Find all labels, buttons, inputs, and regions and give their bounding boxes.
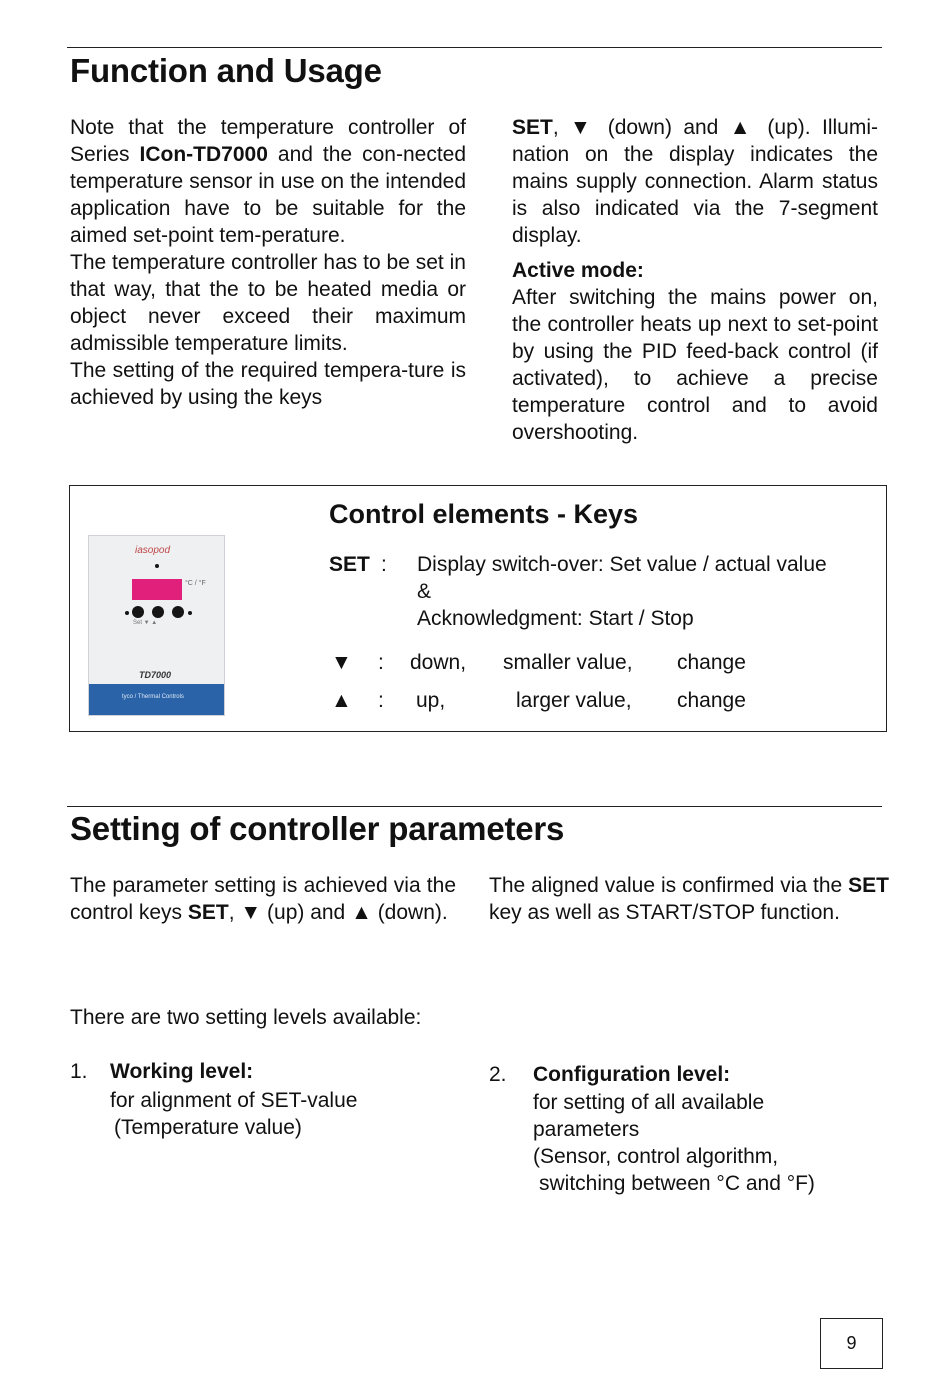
down-key-colon: : — [378, 651, 384, 674]
level2-title: Configuration level: — [533, 1063, 731, 1086]
device-unit-label: °C / °F — [185, 580, 206, 587]
set-key-line3: Acknowledgment: Start / Stop — [417, 607, 694, 630]
level2-line2: parameters — [533, 1118, 640, 1141]
up-key-change: change — [677, 689, 746, 712]
control-keys-title: Control elements - Keys — [329, 499, 639, 529]
level2-number: 2. — [489, 1063, 507, 1086]
down-key-change: change — [677, 651, 746, 674]
paragraph-limits: The temperature controller has to be set in that way, that the to be heated media or object never exceed their maximum admissible temperature limits. — [70, 251, 466, 355]
parameters-left-column: The parameter setting is achieved via the control keys SET, ▼ (up) and ▲ (down). — [70, 874, 456, 924]
controller-device-image — [88, 535, 225, 716]
set-key-line1: Display switch-over: Set value / actual value — [417, 553, 827, 576]
device-key-labels: Set ▼ ▲ — [133, 620, 158, 626]
up-key-action: up, — [416, 689, 446, 712]
paragraph-setting: The setting of the required tempera-ture is achieved by using the keys — [70, 359, 466, 409]
function-right-column — [512, 114, 878, 446]
paragraph-active-mode: After switching the mains power on, the controller heats up next to set-point by using the PID feed-back control (if activated), to achieve a precise temperature control and to avoid overshooting. — [512, 286, 878, 444]
device-up-button — [172, 606, 184, 618]
up-arrow-icon: ▲ — [331, 689, 352, 712]
set-key-line2: & — [417, 580, 432, 603]
levels-intro: There are two setting levels available: — [70, 1006, 422, 1029]
level1-title: Working level: — [110, 1060, 254, 1083]
device-logo: iasopod — [135, 545, 171, 556]
device-brand-text: tyco / Thermal Controls — [122, 694, 184, 700]
set-key-label: SET — [329, 553, 370, 576]
device-model-label: TD7000 — [139, 670, 172, 680]
paragraph-note: Note that the temperature controller of Series ICon-TD7000 and the con-nected temperature sensor in use on the intended application have to be suitable for the aimed set-point tem-perature. — [70, 116, 467, 247]
device-led — [155, 564, 159, 568]
device-down-button — [152, 606, 164, 618]
section-title-function: Function and Usage — [70, 52, 382, 89]
level2-line1: for setting of all available — [533, 1091, 765, 1114]
page-number: 9 — [846, 1333, 857, 1353]
paragraph-keys-illumination: SET, ▼ (down) and ▲ (up). Illumi-nation on the display indicates the mains supply connection. Alarm status is also indicated via the 7-segment display. — [512, 116, 878, 247]
middle-rule — [67, 806, 882, 807]
down-key-value: smaller value, — [503, 651, 633, 674]
level2-line4: switching between °C and °F) — [539, 1172, 815, 1195]
section-title-parameters: Setting of controller parameters — [70, 810, 565, 847]
parameters-right-column: The aligned value is confirmed via the SET key as well as START/STOP function. — [489, 874, 889, 924]
level2-line3: (Sensor, control algorithm, — [533, 1145, 779, 1168]
level1-number: 1. — [70, 1060, 88, 1083]
up-key-value: larger value, — [516, 689, 632, 712]
level1-line1: for alignment of SET-value — [110, 1089, 358, 1112]
device-set-button — [132, 606, 144, 618]
device-display — [132, 579, 182, 600]
down-key-action: down, — [410, 651, 467, 674]
top-rule — [67, 47, 882, 48]
device-dot-left — [125, 611, 129, 615]
device-dot-right — [188, 611, 192, 615]
function-left-column — [70, 114, 466, 411]
device-brand-band — [89, 684, 224, 715]
active-mode-heading: Active mode: — [512, 259, 644, 282]
set-key-colon: : — [381, 553, 387, 576]
up-key-colon: : — [378, 689, 384, 712]
down-arrow-icon: ▼ — [331, 651, 352, 674]
page-number-box — [820, 1318, 883, 1369]
level1-line2: (Temperature value) — [114, 1116, 302, 1139]
